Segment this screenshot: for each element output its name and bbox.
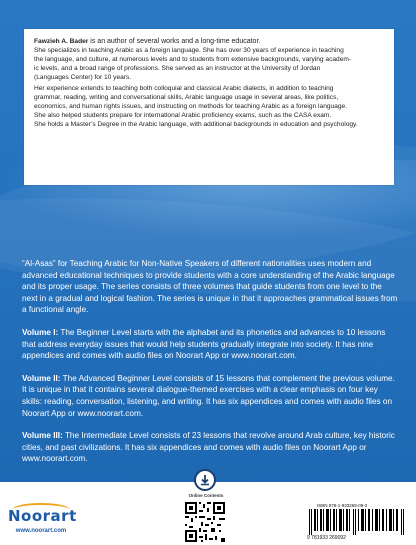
- author-bio-box: [24, 29, 394, 185]
- volume-1-label: Volume I:: [22, 327, 59, 337]
- bio-line: She also helped students prepare for international Arabic proficiency exams, such as the CASA exam.: [34, 112, 332, 119]
- noorart-logo: [8, 503, 77, 539]
- description-paragraph: “Al-Asas” for Teaching Arabic for Non-Native Speakers of different nationalities uses modern and advanced educational techniques to provide students with a core understanding of the Arabic language and its proper usage. The series consists of three volumes that guide students from one level to the next in a gradual and logical fashion. The series is unique in that it approaches grammatical issues from a functional angle.: [22, 259, 398, 315]
- bio-line: She specializes in teaching Arabic as a foreign language. She has over 30 years of experience in teaching: [34, 47, 344, 54]
- volume-1-text: The Beginner Level starts with the alphabet and its phonetics and advances to 10 lessons that address everyday issues that would help students gradually integrate into society. It has nine appendices and comes with audio files on Noorart App or www.noorart.com.: [22, 327, 386, 361]
- bio-line: economics, and human rights issues, and instructing on methods for teaching Arabic as a foreign language.: [34, 103, 348, 110]
- bio-line: ic levels, and a broad range of professions. She served as an instructor at the University of Jordan: [34, 65, 321, 72]
- qr-code: [183, 500, 227, 544]
- download-icon: [194, 469, 216, 491]
- logo-url: www.noorart.com: [15, 528, 67, 534]
- download-label: Online Contents: [188, 493, 224, 498]
- volume-3-paragraph: [22, 430, 398, 465]
- bio-line: (Languages Center) for 10 years.: [34, 74, 132, 81]
- isbn-label: ISBN 978-1-933269-09-2: [317, 503, 368, 508]
- series-description: [22, 258, 398, 476]
- author-intro: is an author of several works and a long-time educator.: [88, 38, 261, 45]
- barcode: [309, 509, 405, 535]
- volume-2-label: Volume II:: [22, 373, 61, 383]
- bio-line: the language, and culture, at numerous levels and to students from extensive backgrounds, varying academ-: [34, 56, 352, 63]
- volume-3-label: Volume III:: [22, 431, 63, 441]
- logo-text: Noorart: [8, 507, 77, 525]
- author-name: Fawzieh A. Bader: [34, 38, 89, 45]
- barcode-digits: 9 781933 269092: [307, 535, 346, 541]
- volume-1-paragraph: [22, 327, 398, 362]
- author-line: [34, 37, 386, 46]
- volume-2-text: The Advanced Beginner Level consists of 15 lessons that complement the previous volume. It is unique in that it contains several dialogue-themed exercises with a clear emphasis on four key skills: reading, conversation, listening, and writing. It has six appendices and comes with audio files on Noorart App or www.noorart.com.: [22, 373, 395, 418]
- volume-3-text: The Intermediate Level consists of 23 lessons that revolve around Arab culture, key historic cities, and past civilizations. It has six appendices and comes with audio files on Noorart App or www.noorart.com.: [22, 431, 395, 464]
- isbn-barcode: [303, 503, 411, 543]
- bio-line: grammar, reading, writing and conversational skills, Arabic language usage in several areas, like politics,: [34, 94, 339, 101]
- bio-line: Her experience extends to teaching both colloquial and classical Arabic dialects, in addition to teaching: [34, 85, 334, 92]
- volume-2-paragraph: [22, 373, 398, 419]
- bio-line: She holds a Master’s Degree in the Arabic language, with additional backgrounds in education and psychology.: [34, 121, 358, 128]
